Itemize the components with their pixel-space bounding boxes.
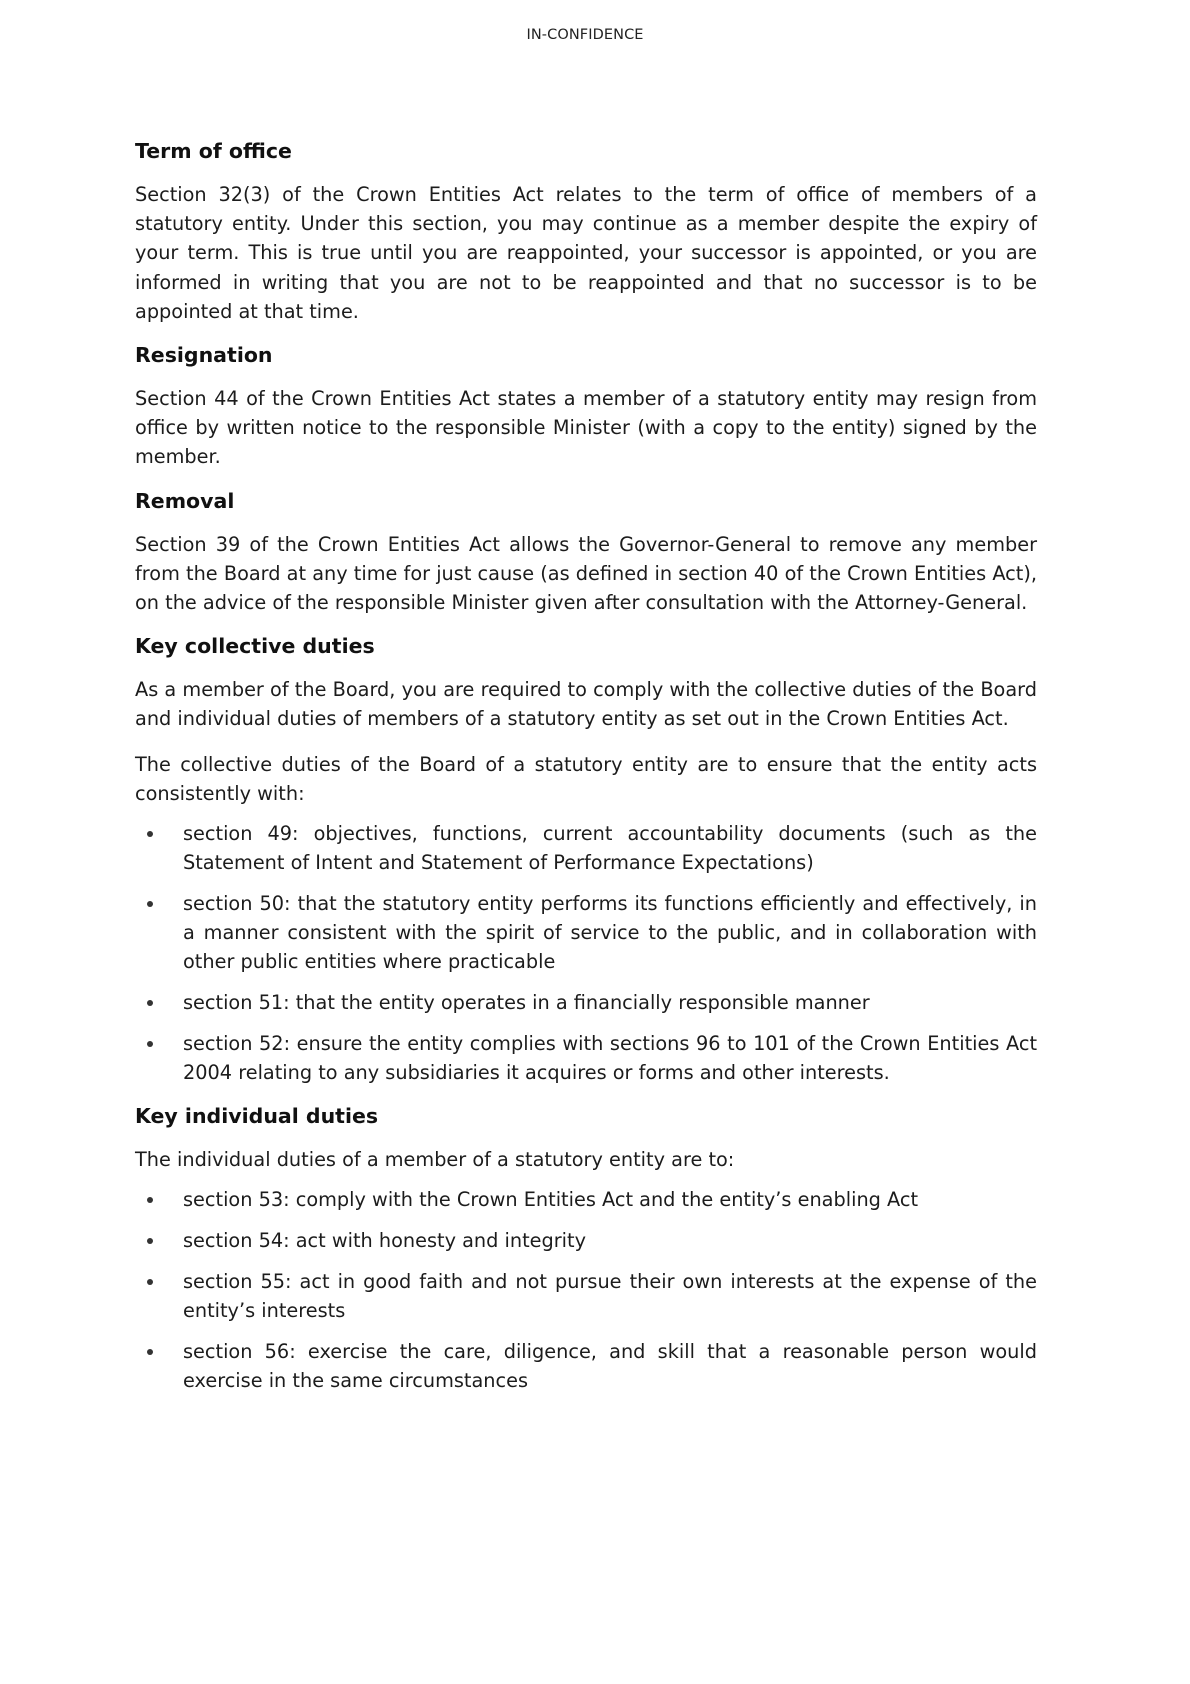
individual-duties-list <box>135 1185 1037 1395</box>
list-item-text: section 51: that the entity operates in a financially responsible manner <box>183 991 870 1015</box>
bullet-icon <box>147 1279 153 1285</box>
list-item <box>135 988 1037 1017</box>
list-item <box>135 1029 1037 1087</box>
section-key-individual-duties <box>135 1102 1037 1395</box>
paragraph: As a member of the Board, you are required to comply with the collective duties of the Board and individual duties of members of a statutory entity as set out in the Crown Entities Act. <box>135 678 1037 731</box>
bullet-icon <box>147 1197 153 1203</box>
paragraph: Section 39 of the Crown Entities Act allows the Governor-General to remove any member from the Board at any time for just cause (as defined in section 40 of the Crown Entities Act), on the advice of the responsible Minister given after consultation with the Attorney-General. <box>135 532 1037 615</box>
section-removal <box>135 487 1037 618</box>
section-key-collective-duties <box>135 632 1037 1087</box>
list-item-text: section 56: exercise the care, diligence, and skill that a reasonable person would exercise in the same circumstances <box>183 1339 1037 1392</box>
list-item <box>135 1226 1037 1255</box>
list-item <box>135 1185 1037 1214</box>
paragraph: Section 32(3) of the Crown Entities Act relates to the term of office of members of a statutory entity. Under this section, you may continue as a member despite the expiry of your term. This is true until you are reappointed, your successor is appointed, or you are informed in writing that you are not to be reappointed and that no successor is to be appointed at that time. <box>135 183 1037 323</box>
paragraph: Section 44 of the Crown Entities Act states a member of a statutory entity may resign from office by written notice to the responsible Minister (with a copy to the entity) signed by the member. <box>135 387 1037 469</box>
bullet-icon <box>147 1000 153 1006</box>
list-item-text: section 50: that the statutory entity performs its functions efficiently and effectively, in a manner consistent with the spirit of service to the public, and in collaboration with other public entities where practicable <box>183 891 1037 974</box>
bullet-icon <box>147 1041 153 1047</box>
paragraph: The collective duties of the Board of a statutory entity are to ensure that the entity acts consistently with: <box>135 752 1037 805</box>
list-item <box>135 1337 1037 1395</box>
list-item <box>135 819 1037 877</box>
section-resignation <box>135 341 1037 472</box>
section-heading: Term of office <box>135 139 292 163</box>
section-heading: Key collective duties <box>135 634 375 659</box>
list-item-text: section 55: act in good faith and not pursue their own interests at the expense of the entity’s interests <box>183 1269 1037 1322</box>
section-heading: Removal <box>135 488 235 513</box>
list-item-text: section 49: objectives, functions, current accountability documents (such as the Statement of Intent and Statement of Performance Expectations) <box>183 822 1037 875</box>
list-item-text: section 53: comply with the Crown Entities Act and the entity’s enabling Act <box>183 1188 919 1212</box>
classification-header: IN-CONFIDENCE <box>526 27 644 43</box>
paragraph: The individual duties of a member of a statutory entity are to: <box>135 1148 735 1172</box>
list-item-text: section 52: ensure the entity complies with sections 96 to 101 of the Crown Entities Act 2004 relating to any subsidiaries it acquires or forms and other interests. <box>183 1031 1037 1084</box>
list-item-text: section 54: act with honesty and integrity <box>183 1229 587 1253</box>
bullet-icon <box>147 901 153 907</box>
collective-duties-list <box>135 819 1037 1087</box>
bullet-icon <box>147 1238 153 1244</box>
bullet-icon <box>147 831 153 837</box>
section-term-of-office <box>135 137 1037 326</box>
section-heading: Key individual duties <box>135 1104 379 1129</box>
list-item <box>135 889 1037 977</box>
document-body <box>135 137 1037 1407</box>
list-item <box>135 1267 1037 1325</box>
bullet-icon <box>147 1349 153 1355</box>
section-heading: Resignation <box>135 343 273 368</box>
